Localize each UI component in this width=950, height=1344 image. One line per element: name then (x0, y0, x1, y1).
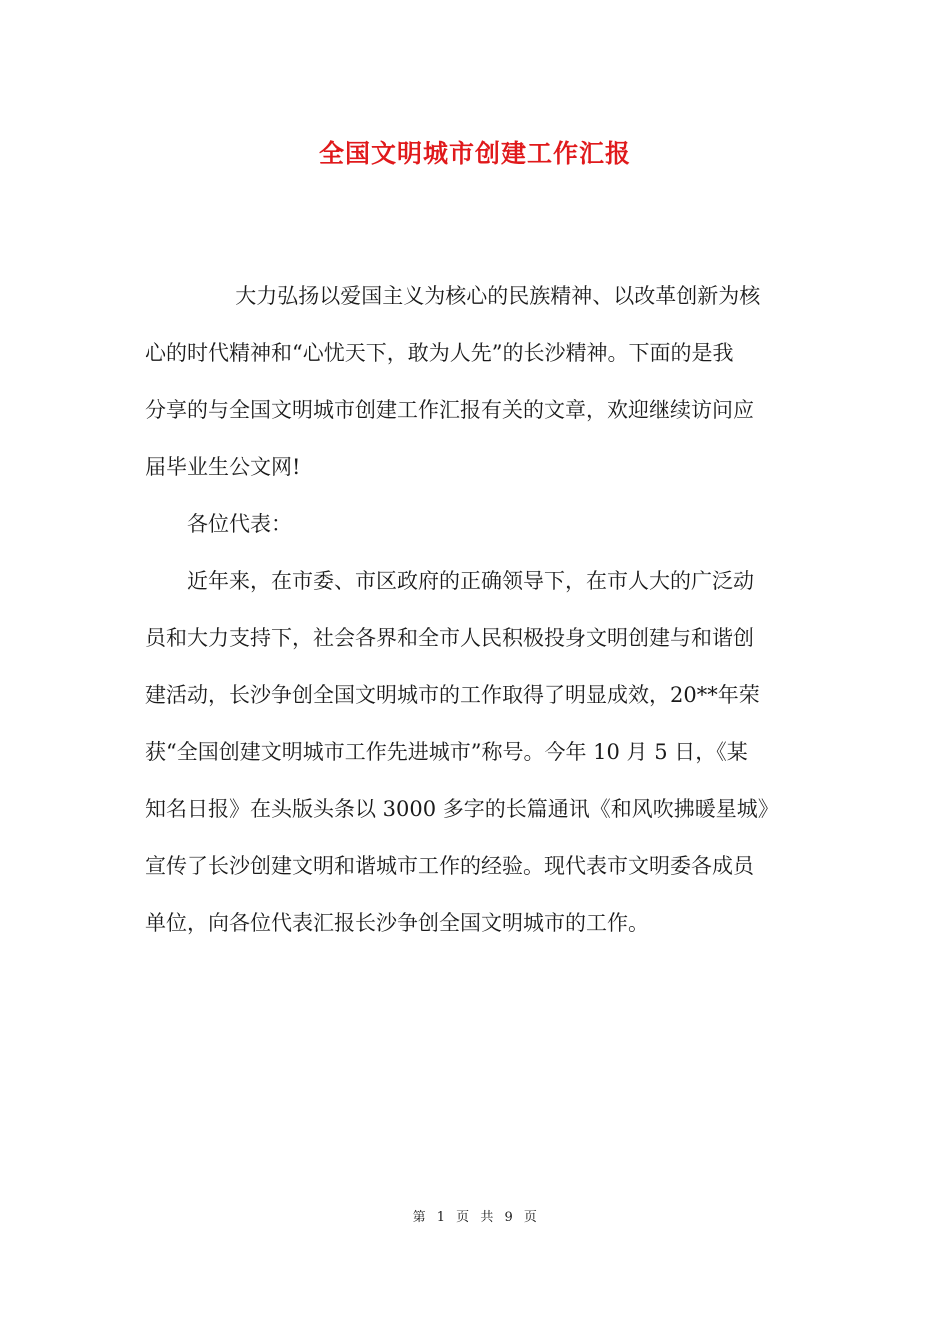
footer-total-unit: 页 (523, 1210, 538, 1225)
document-body (145, 268, 805, 952)
footer-total-pages: 9 (504, 1210, 514, 1225)
document-title: 全国文明城市创建工作汇报 (318, 139, 631, 168)
footer-prefix: 第 (412, 1210, 427, 1225)
intro-paragraph: 大力弘扬以爱国主义为核心的民族精神、以改革创新为核 心的时代精神和“心忧天下，敢为人先”的长沙精神。下面的是我 分享的与全国文明城市创建工作汇报有关的文章，欢迎继续访问应 届毕业生公文网! (145, 284, 761, 479)
page-footer (0, 1206, 950, 1230)
footer-page-unit: 页 (456, 1210, 470, 1225)
footer-total-prefix: 共 (480, 1210, 494, 1225)
body-paragraph: 近年来，在市委、市区政府的正确领导下，在市人大的广泛动 员和大力支持下，社会各界和全市人民积极投身文明创建与和谐创 建活动，长沙争创全国文明城市的工作取得了明显成效，20**年荣 获“全国创建文明城市工作先进城市”称号。今年 10 月 5 日，《某 知名日报》在头版头条以 3000 多字的长篇通讯《和风吹拂暖星城》 宣传了长沙创建文明和谐城市工作的经验。现代表市文明委各成员 单位，向各位代表汇报长沙争创全国文明城市的工作。 (145, 569, 779, 935)
footer-page-number: 1 (436, 1210, 446, 1225)
salutation-paragraph: 各位代表： (187, 512, 292, 536)
